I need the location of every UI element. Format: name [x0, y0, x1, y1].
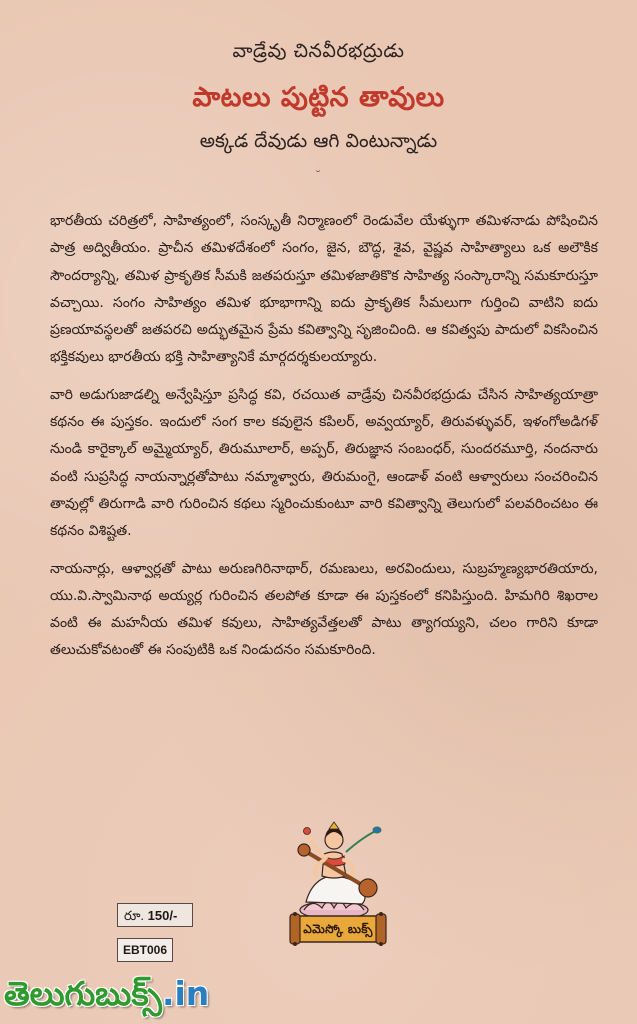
price-prefix: రూ. [124, 908, 145, 923]
site-tld: .in [161, 974, 210, 1013]
site-logo[interactable] [4, 972, 209, 1016]
blurb-paragraph-1: భారతీయ చరిత్రలో, సాహిత్యంలో, సంస్కృతీ నిర్మాణంలో రెండువేల యేళ్ళుగా తమిళనాడు పోషించిన పాత్ర అద్వితీయం. ప్రాచీన తమిళదేశంలో సంగం, జైన, బౌద్ధ, శైవ, వైష్ణవ సాహిత్యాలు ఒక అలౌకిక సౌందర్యాన్ని, తమిళ ప్రాకృతిక సీమకి జతపరుస్తూ తమిళజాతికొక సాహిత్య సంస్కారాన్ని సమకూరుస్తూ వచ్చాయి. సంగం సాహిత్యం తమిళ భూభాగాన్ని ఐదు ప్రాకృతిక సీమలుగా గుర్తించి వాటిని ఐదు ప్రణయావస్థలతో జతపరచి అద్భుతమైన ప్రేమ కవిత్వాన్ని సృజించింది. ఆ కవిత్వపు పాదులో వికసించిన భక్తికవులు భారతీయ భక్తి సాహిత్యానికే మార్గదర్శకులయ్యారు. [50, 213, 598, 366]
price-amount: 150/- [147, 908, 178, 923]
author-name: వాడ్రేవు చినవీరభద్రుడు [232, 40, 405, 62]
book-title: పాటలు పుట్టిన తావులు [192, 82, 445, 113]
book-subtitle: అక్కడ దేవుడు ఆగి వింటున్నాడు [199, 130, 438, 152]
ornament-icon: ˘ [315, 169, 321, 183]
publisher-logo [288, 912, 388, 946]
blurb-paragraph-2: వారి అడుగుజాడల్ని అన్వేషిస్తూ ప్రసిద్ధ కవి, రచయిత వాడ్రేవు చినవీరభద్రుడు చేసిన సాహిత్యయాత్రా కథనం ఈ పుస్తకం. ఇందులో సంగ కాల కవులైన కపిలర్, అవ్వయ్యార్, తిరువళ్ళువర్, ఇళంగోఅడిగళ్ నుండి కారైక్కాల్ అమ్మైయ్యార్, తిరుమూలార్, అప్పర్, తిరుజ్ఞాన సంబంధర్, సుందరమూర్తి, నందనారు వంటి సుప్రసిద్ధ నాయన్నార్లతోపాటు నమ్మాళ్వారు, తిరుమంగై, ఆండాళ్ వంటి ఆళ్వారులు సంచరించిన తావుల్లో తిరుగాడి వారి గురించిన కథలు స్మరించుకుంటూ వారి కవిత్వాన్ని తెలుగులో పలవరించటం ఈ కథనం విశిష్టత. [50, 386, 598, 540]
blurb-paragraph-3: నాయనార్లు, ఆళ్వార్లతో పాటు అరుణగిరినాథార్, రమణులు, అరవిందులు, సుబ్రహ్మణ్యభారతియారు, యు.వి.స్వామినాథ అయ్యర్ల గురించిన తలపోత కూడా ఈ పుస్తకంలో కనిపిస్తుంది. హిమగిరి శిఖరాల వంటి ఈ మహనీయ తమిళ కవులు, సాహిత్యవేత్తలతో పాటు త్యాగయ్యని, చలం గారిని కూడా తలుచుకోవటంతో ఈ సంపుటికి ఒక నిండుదనం సమకూరింది. [50, 560, 598, 659]
price-label [117, 903, 193, 927]
blurb [50, 208, 598, 675]
site-name: తెలుగుబుక్స్ [4, 974, 162, 1013]
book-code: EBT006 [117, 938, 173, 962]
publisher-name: ఎమెస్కో బుక్స్ [303, 922, 373, 936]
